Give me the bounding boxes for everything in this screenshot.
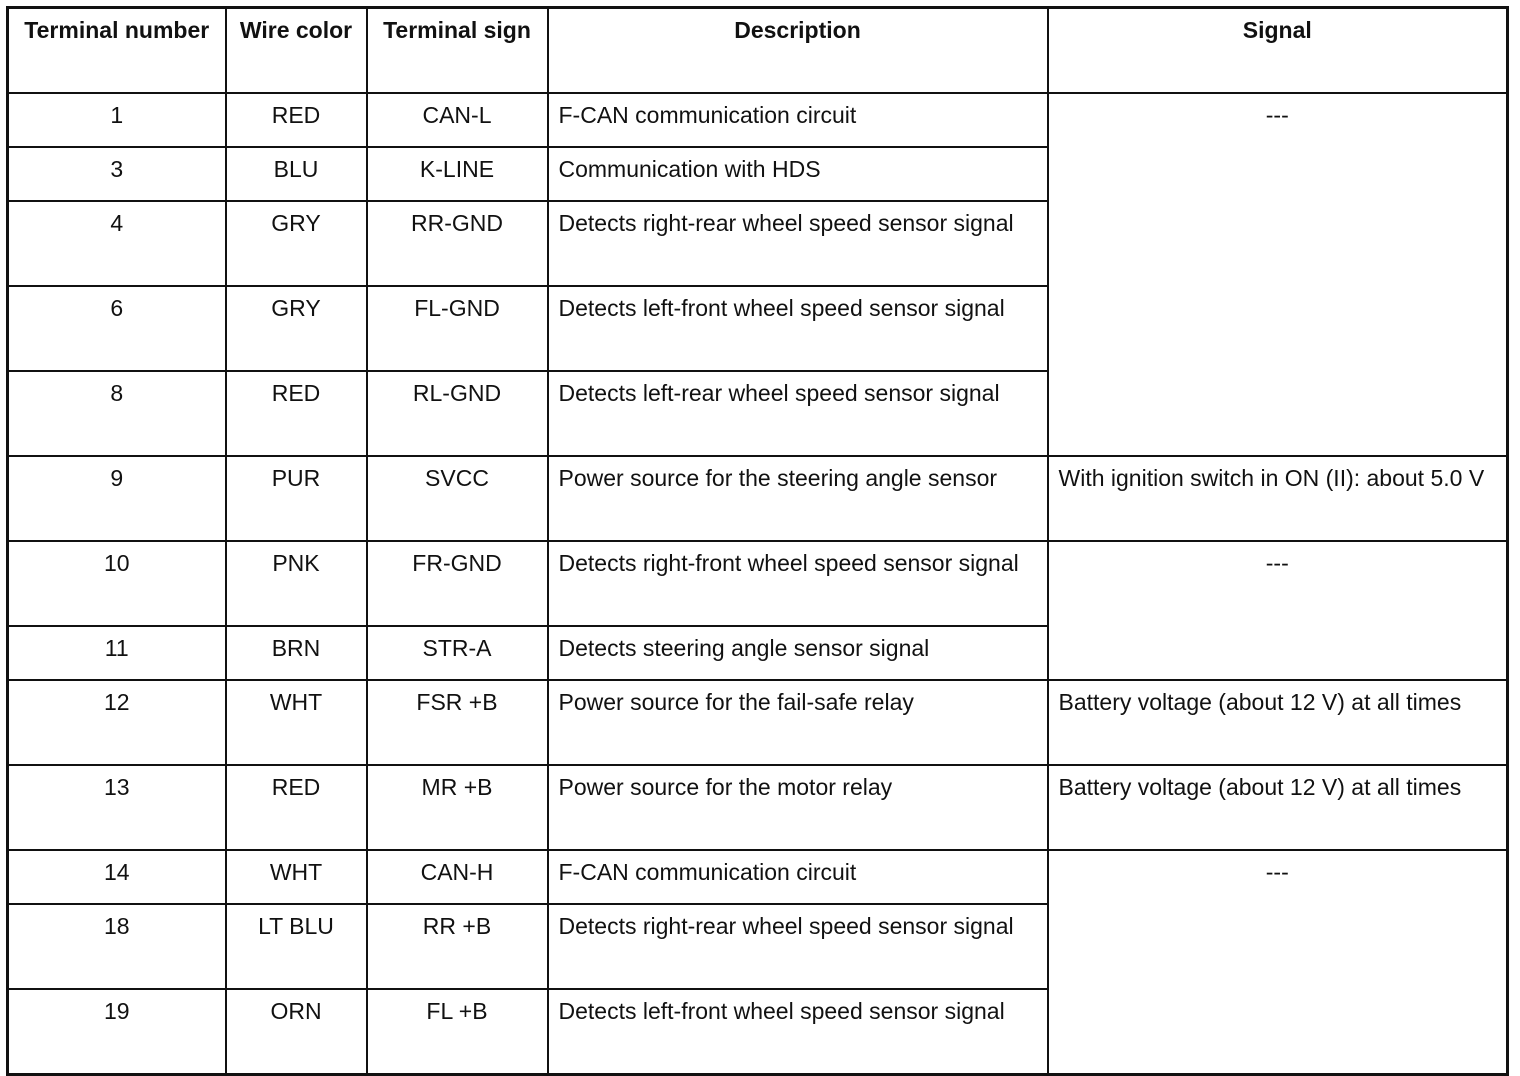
wire-color: GRY	[226, 286, 367, 371]
signal: Battery voltage (about 12 V) at all times	[1048, 680, 1508, 765]
terminal-sign: MR +B	[367, 765, 548, 850]
terminal-number: 10	[8, 541, 226, 626]
wire-color: ORN	[226, 989, 367, 1075]
signal: Battery voltage (about 12 V) at all times	[1048, 765, 1508, 850]
wire-color: RED	[226, 371, 367, 456]
description: F-CAN communication circuit	[548, 850, 1048, 904]
description: Power source for the steering angle sensor	[548, 456, 1048, 541]
terminal-number: 18	[8, 904, 226, 989]
wire-color: BRN	[226, 626, 367, 680]
terminal-number: 8	[8, 371, 226, 456]
signal: ---	[1048, 541, 1508, 680]
wire-color: PUR	[226, 456, 367, 541]
header-wire-color: Wire color	[226, 8, 367, 94]
terminal-sign: FR-GND	[367, 541, 548, 626]
terminal-sign: CAN-L	[367, 93, 548, 147]
table-row	[8, 765, 1508, 850]
signal: ---	[1048, 93, 1508, 456]
header-terminal-sign: Terminal sign	[367, 8, 548, 94]
terminal-sign: RR +B	[367, 904, 548, 989]
terminal-sign: K-LINE	[367, 147, 548, 201]
wire-color: WHT	[226, 850, 367, 904]
description: Power source for the motor relay	[548, 765, 1048, 850]
terminal-number: 19	[8, 989, 226, 1075]
table-row	[8, 850, 1508, 904]
terminal-table	[6, 6, 1509, 1076]
wire-color: BLU	[226, 147, 367, 201]
header-row	[8, 8, 1508, 94]
description: Detects left-rear wheel speed sensor signal	[548, 371, 1048, 456]
wire-color: RED	[226, 93, 367, 147]
wire-color: WHT	[226, 680, 367, 765]
description: Detects right-rear wheel speed sensor signal	[548, 904, 1048, 989]
wire-color: GRY	[226, 201, 367, 286]
description: Detects right-front wheel speed sensor signal	[548, 541, 1048, 626]
terminal-sign: FSR +B	[367, 680, 548, 765]
terminal-number: 11	[8, 626, 226, 680]
header-description: Description	[548, 8, 1048, 94]
header-signal: Signal	[1048, 8, 1508, 94]
wire-color: PNK	[226, 541, 367, 626]
terminal-sign: FL-GND	[367, 286, 548, 371]
terminal-number: 9	[8, 456, 226, 541]
terminal-number: 14	[8, 850, 226, 904]
terminal-sign: FL +B	[367, 989, 548, 1075]
description: Detects left-front wheel speed sensor signal	[548, 286, 1048, 371]
signal: With ignition switch in ON (II): about 5.0 V	[1048, 456, 1508, 541]
description: Communication with HDS	[548, 147, 1048, 201]
header-terminal-number: Terminal number	[8, 8, 226, 94]
terminal-number: 1	[8, 93, 226, 147]
terminal-sign: CAN-H	[367, 850, 548, 904]
description: Power source for the fail-safe relay	[548, 680, 1048, 765]
terminal-sign: STR-A	[367, 626, 548, 680]
terminal-number: 13	[8, 765, 226, 850]
terminal-sign: SVCC	[367, 456, 548, 541]
table-row	[8, 456, 1508, 541]
table-row	[8, 541, 1508, 626]
wire-color: RED	[226, 765, 367, 850]
terminal-number: 4	[8, 201, 226, 286]
terminal-sign: RR-GND	[367, 201, 548, 286]
wire-color: LT BLU	[226, 904, 367, 989]
table-row	[8, 680, 1508, 765]
description: Detects left-front wheel speed sensor signal	[548, 989, 1048, 1075]
terminal-sign: RL-GND	[367, 371, 548, 456]
signal: ---	[1048, 850, 1508, 1075]
terminal-number: 6	[8, 286, 226, 371]
description: F-CAN communication circuit	[548, 93, 1048, 147]
terminal-number: 3	[8, 147, 226, 201]
description: Detects right-rear wheel speed sensor signal	[548, 201, 1048, 286]
terminal-number: 12	[8, 680, 226, 765]
table-row	[8, 93, 1508, 147]
description: Detects steering angle sensor signal	[548, 626, 1048, 680]
